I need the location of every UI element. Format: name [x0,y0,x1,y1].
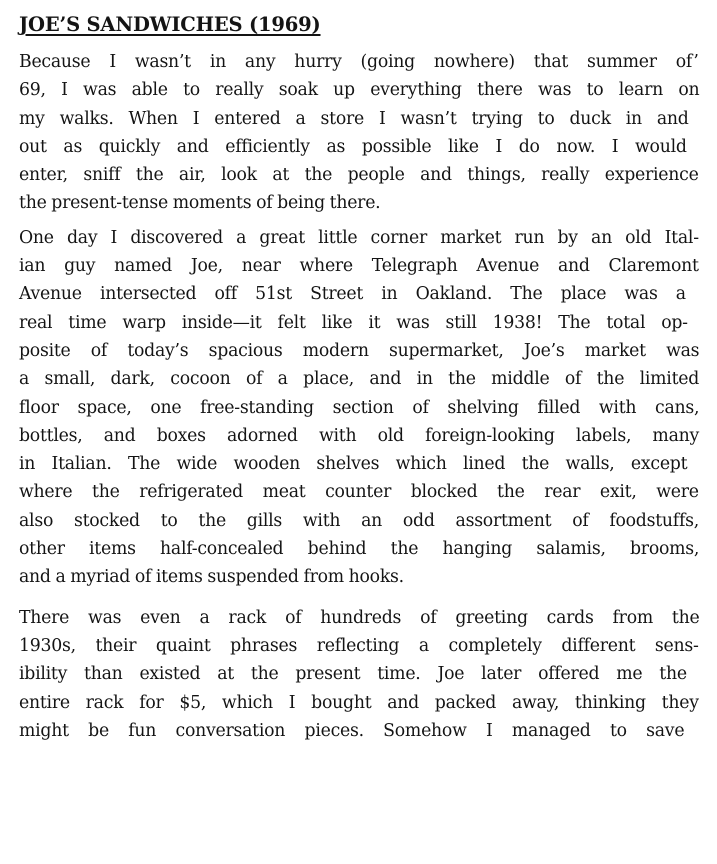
text-line: Because I wasn’t in any hurry (going nowhere) that summer of’ [19,52,699,72]
text-line: a small, dark, cocoon of a place, and in the middle of the limited [19,369,700,390]
text-line: ibility than existed at the present time. Joe later offered me the [19,664,687,685]
text-line: out as quickly and efficiently as possible like I do now. I would [19,136,687,157]
page-title: JOE’S SANDWICHES (1969) [19,13,321,36]
text-line: entire rack for $5, which I bought and packed away, thinking they [19,692,699,713]
text-line: the present-tense moments of being there. [19,193,381,214]
text-line: enter, sniff the air, look at the people and things, really experience [19,165,699,186]
text-line: bottles, and boxes adorned with old foreign-looking labels, many [19,425,700,446]
text-line: There was even a rack of hundreds of greeting cards from the [19,607,700,628]
text-line: my walks. When I entered a store I wasn’t trying to duck in and [19,108,689,129]
text-line: other items half-concealed behind the hanging salamis, brooms, [19,539,700,560]
text-line: ian guy named Joe, near where Telegraph Avenue and Claremont [19,256,699,277]
text-line: One day I discovered a great little corner market run by an old Ital- [19,227,699,248]
text-line: where the refrigerated meat counter blocked the rear exit, were [19,482,699,503]
document-page [19,12,699,745]
text-line: posite of today’s spacious modern supermarket, Joe’s market was [19,340,700,361]
text-line: 1930s, their quaint phrases reflecting a completely different sens- [19,635,699,656]
text-line: also stocked to the gills with an odd assortment of foodstuffs, [19,510,699,531]
paragraph-1 [19,48,699,218]
text-line: floor space, one free-standing section of shelving filled with cans, [19,397,700,418]
text-line: and a myriad of items suspended from hooks. [19,567,404,588]
text-line: might be fun conversation pieces. Somehow I managed to save [19,720,685,741]
paragraph-spacer [19,592,699,604]
text-line: in Italian. The wide wooden shelves which lined the walls, except [19,454,688,475]
paragraph-2 [19,224,699,592]
text-line: Avenue intersected off 51st Street in Oakland. The place was a [19,284,686,305]
text-line: 69, I was able to really soak up everything there was to learn on [19,80,700,101]
text-line: real time warp inside—it felt like it was still 1938! The total op- [19,312,688,333]
paragraph-3 [19,604,699,745]
